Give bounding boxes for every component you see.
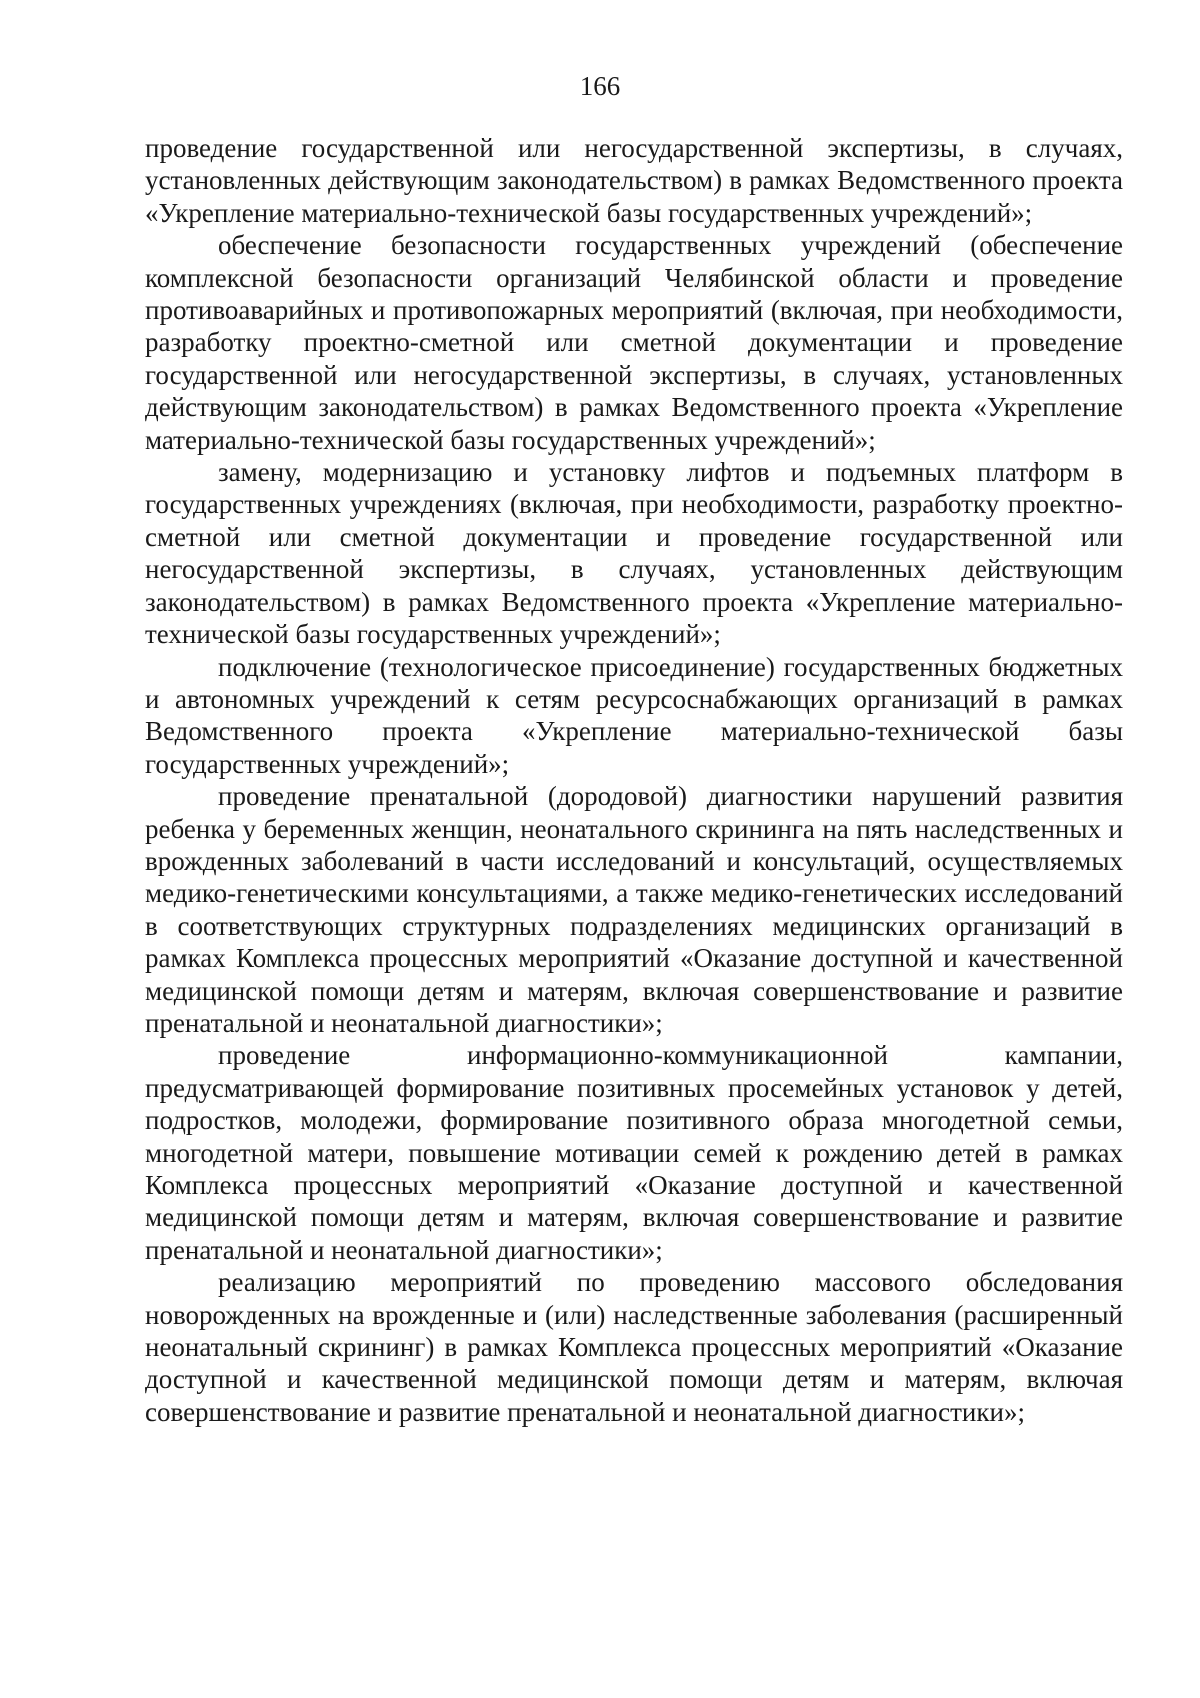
paragraph-security: обеспечение безопасности государственных учреждений (обеспечение комплексной безопасности организаций Челябинской области и проведение противоаварийных и противопожарных мероприятий (включая, при необходимости, разработку проектно-сметной или сметной документации и проведение государственной или негосударственной экспертизы, в случаях, установленных действующим законодательством) в рамках Ведомственного проекта «Укрепление материально-технической базы государственных учреждений»; [145, 230, 1123, 455]
paragraph-elevators: замену, модернизацию и установку лифтов и подъемных платформ в государственных учреждениях (включая, при необходимости, разработку проектно-сметной или сметной документации и проведение государственной или негосударственной экспертизы, в случаях, установленных действующим законодательством) в рамках Ведомственного проекта «Укрепление материально-технической базы государственных учреждений»; [145, 457, 1123, 650]
paragraph-neonatal-screening: реализацию мероприятий по проведению массового обследования новорожденных на врожденные и (или) наследственные заболевания (расширенный неонатальный скрининг) в рамках Комплекса процессных мероприятий «Оказание доступной и качественной медицинской помощи детям и матерям, включая совершенствование и развитие пренатальной и неонатальной диагностики»; [145, 1267, 1123, 1427]
paragraph-utilities-connection: подключение (технологическое присоединение) государственных бюджетных и автономных учреждений к сетям ресурсоснабжающих организаций в рамках Ведомственного проекта «Укрепление материально-технической базы государственных учреждений»; [145, 651, 1123, 779]
paragraph-continuation: проведение государственной или негосударственной экспертизы, в случаях, установленных действующим законодательством) в рамках Ведомственного проекта «Укрепление материально-технической базы государственных учреждений»; [145, 133, 1123, 228]
page-number: 166 [579, 71, 621, 101]
paragraph-information-campaign: проведение информационно-коммуникационной кампании, предусматривающей формирование позитивных просемейных установок у детей, подростков, молодежи, формирование позитивного образа многодетной семьи, многодетной матери, повышение мотивации семей к рождению детей в рамках Комплекса процессных мероприятий «Оказание доступной и качественной медицинской помощи детям и матерям, включая совершенствование и развитие пренатальной и неонатальной диагностики»; [145, 1040, 1123, 1265]
paragraph-prenatal-diagnostics: проведение пренатальной (дородовой) диагностики нарушений развития ребенка у беременных женщин, неонатального скрининга на пять наследственных и врожденных заболеваний в части исследований и консультаций, осуществляемых медико-генетическими консультациями, а также медико-генетических исследований в соответствующих структурных подразделениях медицинских организаций в рамках Комплекса процессных мероприятий «Оказание доступной и качественной медицинской помощи детям и матерям, включая совершенствование и развитие пренатальной и неонатальной диагностики»; [145, 781, 1123, 1038]
document-body [145, 132, 1123, 1428]
